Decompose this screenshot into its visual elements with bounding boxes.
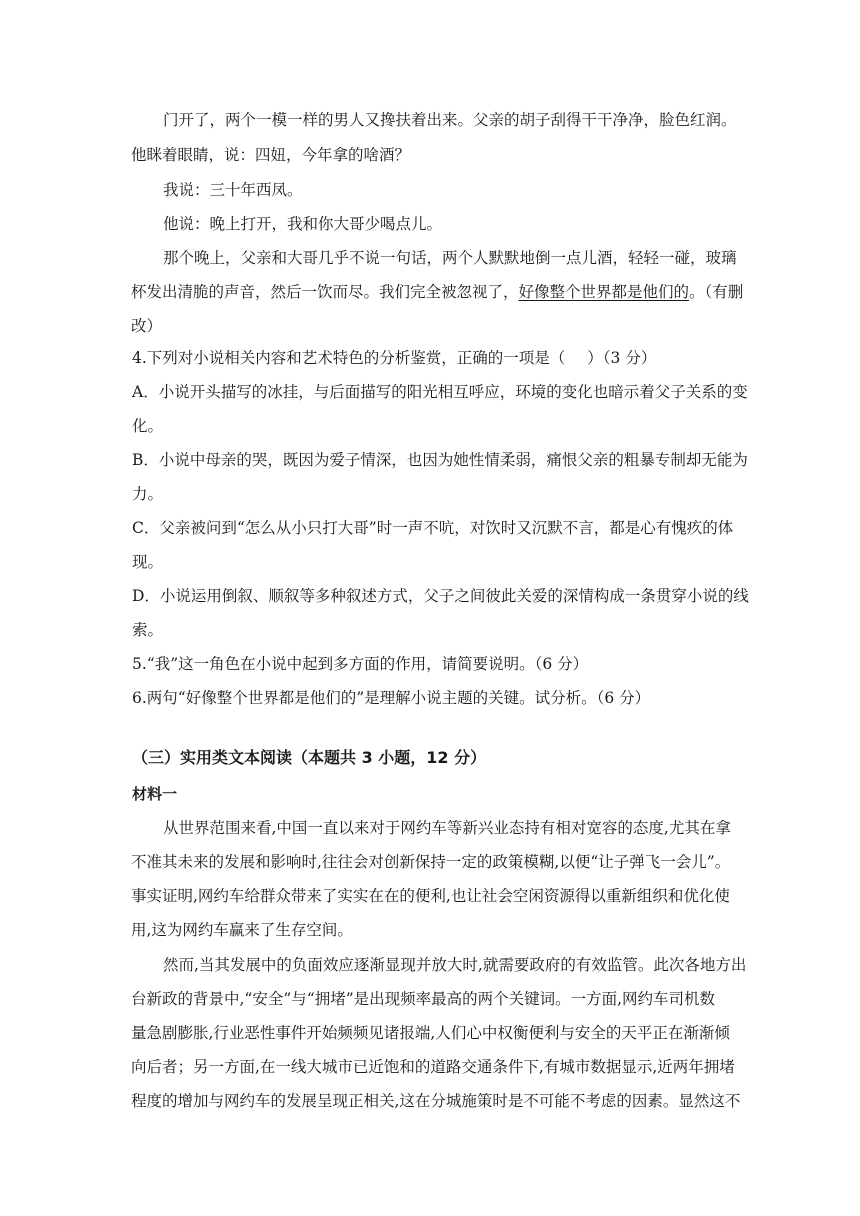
material-2-line-4: 向后者；另一方面,在一线大城市已近饱和的道路交通条件下,有城市数据显示,近两年拥堵 xyxy=(131,1058,735,1076)
option-b-line-1: B．小说中母亲的哭，既因为爱子情深，也因为她性情柔弱，痛恨父亲的粗暴专制却无能为 xyxy=(132,451,748,469)
story-paragraph-4-line-3: 改） xyxy=(131,317,163,335)
option-d-line-2: 索。 xyxy=(132,621,164,639)
material-1-line-3: 事实证明,网约车给群众带来了实实在在的便利,也让社会空闲资源得以重新组织和优化使 xyxy=(131,887,730,905)
underlined-quote: 好像整个世界都是他们的 xyxy=(518,283,690,301)
story-paragraph-4-line-2 xyxy=(131,282,744,302)
material-1-line-4: 用,这为网约车赢来了生存空间。 xyxy=(131,921,353,939)
story-text: 。（有删 xyxy=(689,283,744,301)
story-paragraph-1-line-1: 门开了，两个一模一样的男人又搀扶着出来。父亲的胡子刮得干干净净，脸色红润。 xyxy=(163,111,737,129)
option-b-line-2: 力。 xyxy=(132,485,164,503)
material-2-line-3: 量急剧膨胀,行业恶性事件开始频频见诸报端,人们心中权衡便利与安全的天平正在渐渐倾 xyxy=(131,1024,730,1042)
question-4-score: ）（3 分） xyxy=(587,349,657,367)
material-1-line-2: 不准其未来的发展和影响时,往往会对创新保持一定的政策模糊,以便“让子弹飞一会儿”。 xyxy=(131,853,731,871)
option-a-line-1: A．小说开头描写的冰挂，与后面描写的阳光相互呼应，环境的变化也暗示着父子关系的变 xyxy=(132,383,748,401)
story-paragraph-1-line-2: 他眯着眼睛，说：四妞，今年拿的啥酒？ xyxy=(131,146,411,164)
question-4 xyxy=(132,348,732,368)
material-2-line-1: 然而,当其发展中的负面效应逐渐显现并放大时,就需要政府的有效监管。此次各地方出 xyxy=(163,956,747,974)
option-d-line-1: D．小说运用倒叙、顺叙等多种叙述方式，父子之间彼此关爱的深情构成一条贯穿小说的线 xyxy=(132,587,749,605)
material-label: 材料一 xyxy=(132,785,178,803)
question-6: 6.两句“好像整个世界都是他们的”是理解小说主题的关键。试分析。（6 分） xyxy=(132,689,651,707)
question-4-stem: 4.下列对小说相关内容和艺术特色的分析鉴赏，正确的一项是（ xyxy=(132,349,566,367)
material-1-line-1: 从世界范围来看,中国一直以来对于网约车等新兴业态持有相对宽容的态度,尤其在拿 xyxy=(163,819,731,837)
option-c-line-1: C．父亲被问到“怎么从小只打大哥”时一声不吭，对饮时又沉默不言，都是心有愧疚的体 xyxy=(132,519,734,537)
material-2-line-5: 程度的增加与网约车的发展呈现正相关,这在分城施策时是不可能不考虑的因素。显然这不 xyxy=(131,1092,741,1110)
story-text: 杯发出清脆的声音，然后一饮而尽。我们完全被忽视了， xyxy=(131,283,519,301)
material-2-line-2: 台新政的背景中,“安全”与“拥堵”是出现频率最高的两个关键词。一方面,网约车司机数 xyxy=(131,990,716,1008)
option-c-line-2: 现。 xyxy=(132,553,164,571)
section-heading: （三）实用类文本阅读（本题共 3 小题，12 分） xyxy=(132,748,487,767)
story-paragraph-3: 他说：晚上打开，我和你大哥少喝点儿。 xyxy=(163,215,443,233)
question-5: 5.“我”这一角色在小说中起到多方面的作用，请简要说明。（6 分） xyxy=(132,655,589,673)
option-a-line-2: 化。 xyxy=(132,417,164,435)
story-paragraph-2: 我说：三十年西凤。 xyxy=(163,181,303,199)
story-paragraph-4-line-1: 那个晚上，父亲和大哥几乎不说一句话，两个人默默地倒一点儿酒，轻轻一碰，玻璃 xyxy=(163,249,737,267)
